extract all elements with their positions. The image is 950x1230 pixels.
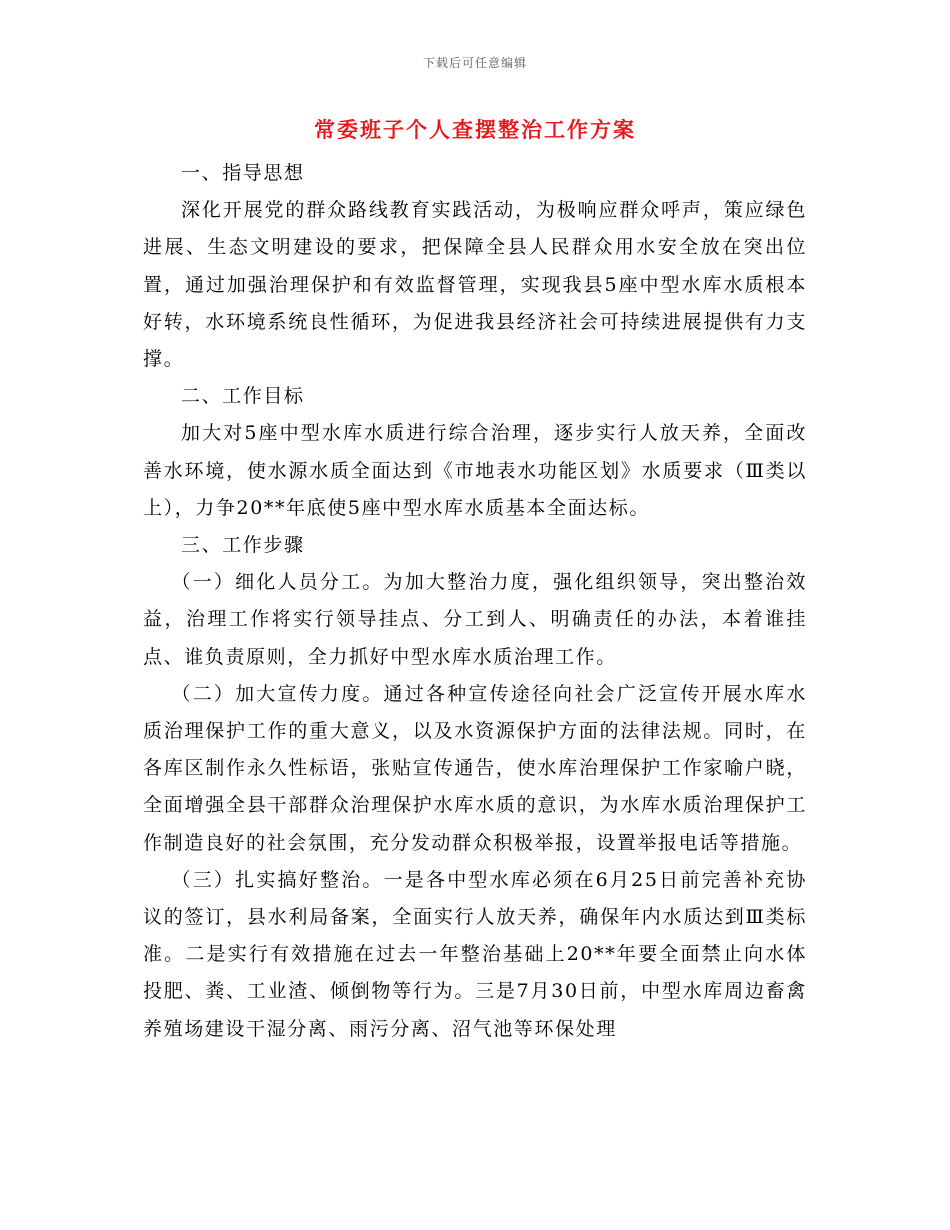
paragraph-work-goals: 加大对5座中型水库水质进行综合治理，逐步实行人放天养，全面改善水环境，使水源水质全面达到《市地表水功能区划》水质要求（Ⅲ类以上），力争20**年底使5座中型水库水质基本全面达标。 <box>143 422 807 519</box>
document-title: 常委班子个人查摆整治工作方案 <box>314 117 636 142</box>
section-heading-work-steps: 三、工作步骤 <box>181 534 305 557</box>
paragraph-step-3: （三）扎实搞好整治。一是各中型水库必须在6月25日前完善补充协议的签订，县水利局备案，全面实行人放天养，确保年内水质达到Ⅲ类标准。二是实行有效措施在过去一年整治基础上20**年要全面禁止向水体投肥、粪、工业渣、倾倒物等行为。三是7月30日前，中型水库周边畜禽养殖场建设干湿分离、雨污分离、沼气池等环保处理 <box>143 868 807 1040</box>
section-heading-guiding-ideology: 一、指导思想 <box>181 162 305 184</box>
paragraph-guiding-ideology: 深化开展党的群众路线教育实践活动，为极响应群众呼声，策应绿色进展、生态文明建设的要求，把保障全县人民群众用水安全放在突出位置，通过加强治理保护和有效监督管理，实现我县5座中型水库水质根本好转，水环境系统良性循环，为促进我县经济社会可持续进展提供有力支撑。 <box>143 199 807 371</box>
page-header-note: 下载后可任意编辑 <box>422 56 527 70</box>
section-heading-work-goals: 二、工作目标 <box>181 385 305 408</box>
document-body <box>143 155 807 1048</box>
paragraph-step-2: （二）加大宣传力度。通过各种宣传途径向社会广泛宣传开展水库水质治理保护工作的重大意义，以及水资源保护方面的法律法规。同时，在各库区制作永久性标语，张贴宣传通告，使水库治理保护工作家喻户晓，全面增强全县干部群众治理保护水库水质的意识，为水库水质治理保护工作制造良好的社会氛围，充分发动群众积极举报，设置举报电话等措施。 <box>143 682 807 854</box>
paragraph-step-1: （一）细化人员分工。为加大整治力度，强化组织领导，突出整治效益，治理工作将实行领导挂点、分工到人、明确责任的办法，本着谁挂点、谁负责原则，全力抓好中型水库水质治理工作。 <box>143 571 807 668</box>
